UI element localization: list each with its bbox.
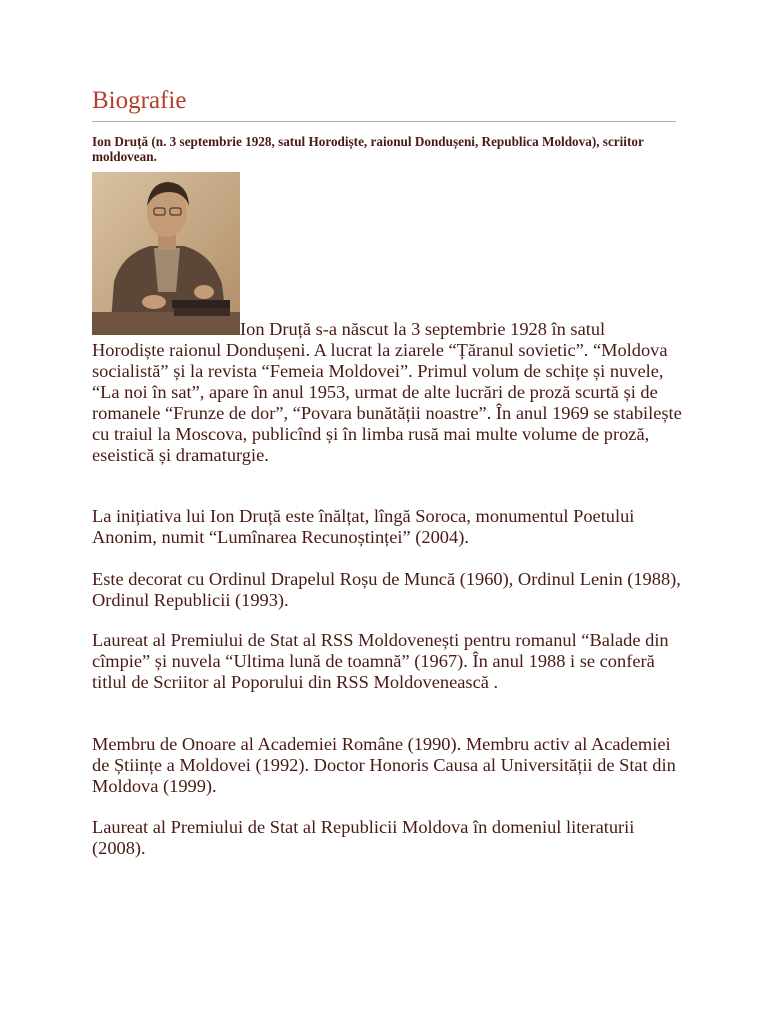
paragraph-republic-prize: Laureat al Premiului de Stat al Republicii Moldova în domeniul literaturii (2008). xyxy=(92,817,635,858)
paragraph-monument: La inițiativa lui Ion Druță este înălțat, lîngă Soroca, monumentul Poetului Anonim, numit “Lumînarea Recunoștinței” (2004). xyxy=(92,506,635,547)
page-title: Biografie xyxy=(92,87,187,114)
title-divider xyxy=(92,121,676,122)
paragraph-biography: Ion Druță s-a născut la 3 septembrie 1928 în satul Horodiște raionul Dondușeni. A lucrat la ziarele “Țăranul sovietic”. “Moldova socialistă” și la revista “Femeia Moldovei”. Primul volum de schițe și nuvele, “La noi în sat”, apare în anul 1953, urmat de alte lucrări de proză scurtă și de romanele “Frunze de dor”, “Povara bunătății noastre”. În anul 1969 se stabilește cu traiul la Moscova, publicînd și în limba rusă mai multe volume de proză, eseistică și dramaturgie. xyxy=(92,319,682,465)
intro-summary: Ion Druță (n. 3 septembrie 1928, satul Horodiște, raionul Dondușeni, Republica Moldova), scriitor moldovean. xyxy=(92,134,644,164)
paragraph-academy: Membru de Onoare al Academiei Române (1990). Membru activ al Academiei de Științe a Moldovei (1992). Doctor Honoris Causa al Universității de Stat din Moldova (1999). xyxy=(92,734,676,796)
author-portrait-photo xyxy=(92,172,240,335)
paragraph-decorations: Este decorat cu Ordinul Drapelul Roșu de Muncă (1960), Ordinul Lenin (1988), Ordinul Republicii (1993). xyxy=(92,569,681,610)
paragraph-state-prize: Laureat al Premiului de Stat al RSS Moldovenești pentru romanul “Balade din cîmpie” și nuvela “Ultima lună de toamnă” (1967). În anul 1988 i se conferă titlul de Scriitor al Poporului din RSS Moldovenească . xyxy=(92,630,669,692)
portrait-image xyxy=(92,172,240,335)
